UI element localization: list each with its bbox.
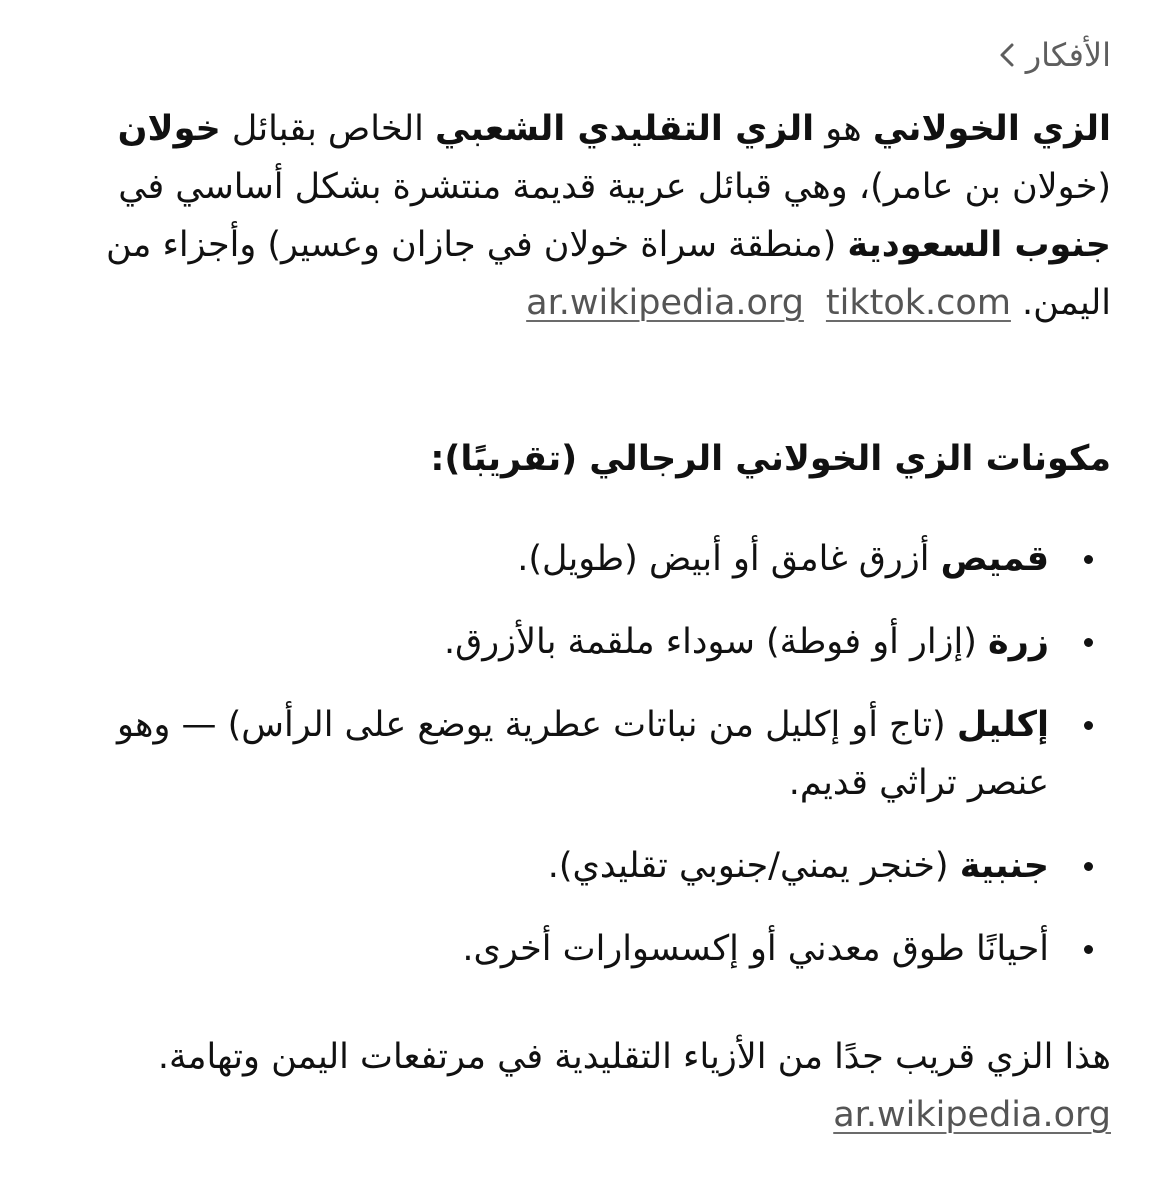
bullet-icon [1084,945,1093,954]
source-link-wikipedia-2[interactable]: ar.wikipedia.org [833,1095,1111,1135]
list-item-bold: إكليل [956,705,1049,745]
intro-bold-1: الزي الخولاني [872,109,1111,149]
intro-text-4: (منطقة سراة خولان في جازان وعسير) وأجزاء من اليمن. [105,225,1111,323]
section-heading: مكونات الزي الخولاني الرجالي (تقريبًا): [430,439,1111,479]
list-item [30,613,1111,671]
list-item-bold: جنبية [959,846,1049,886]
intro-text-1: هو [814,109,873,149]
intro-text-3: (خولان بن عامر)، وهي قبائل عربية قديمة منتشرة بشكل أساسي في [118,167,1111,207]
intro-paragraph [30,100,1111,332]
chevron-left-icon [996,40,1018,70]
list-item [30,696,1111,812]
list-item-bold: قميص [940,539,1049,579]
list-item [30,920,1111,978]
list-item-text: (خنجر يمني/جنوبي تقليدي). [547,846,960,886]
closing-paragraph [30,1028,1111,1144]
list-item-bold: زرة [988,622,1049,662]
components-list [30,530,1111,1003]
list-item-text: (إزار أو فوطة) سوداء ملقمة بالأزرق. [443,622,989,662]
closing-text: هذا الزي قريب جدًا من الأزياء التقليدية في مرتفعات اليمن وتهامة. [157,1037,1111,1077]
breadcrumb[interactable] [996,36,1111,74]
list-item-text: أزرق غامق أو أبيض (طويل). [517,539,941,579]
list-item-text: (تاج أو إكليل من نباتات عطرية يوضع على الرأس) — وهو عنصر تراثي قديم. [116,705,1049,803]
intro-bold-4: جنوب السعودية [847,225,1111,265]
intro-bold-2: الزي التقليدي الشعبي [435,109,815,149]
source-link-wikipedia[interactable]: ar.wikipedia.org [526,283,804,323]
breadcrumb-label: الأفكار [1025,36,1111,74]
intro-bold-3: خولان [117,109,221,149]
bullet-icon [1084,555,1093,564]
bullet-icon [1084,862,1093,871]
list-item [30,837,1111,895]
bullet-icon [1084,638,1093,647]
source-link-tiktok[interactable]: tiktok.com [825,283,1011,323]
list-item-text: أحيانًا طوق معدني أو إكسسوارات أخرى. [462,929,1049,969]
bullet-icon [1084,721,1093,730]
list-item [30,530,1111,588]
intro-text-2: الخاص بقبائل [220,109,436,149]
